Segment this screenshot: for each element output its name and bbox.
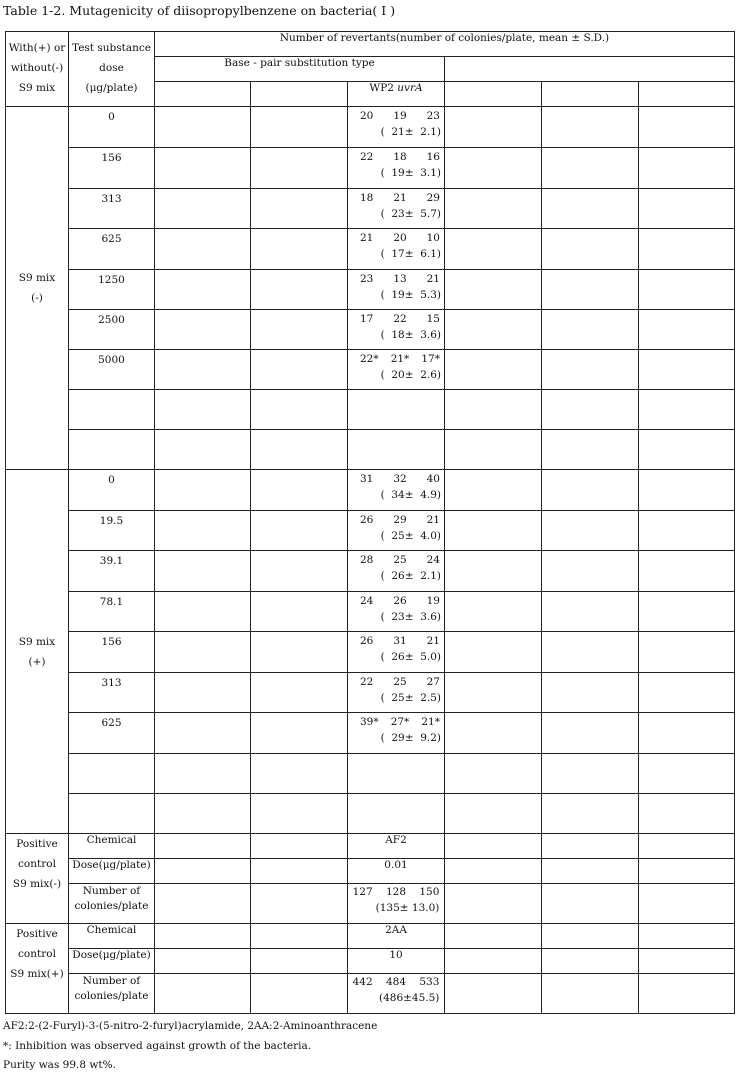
- header-strain: WP2 uvrA: [348, 82, 445, 107]
- pos-label-cell: Dose(μg/plate): [69, 859, 155, 884]
- table-row: [6, 107, 735, 148]
- s9_minus-label: S9 mix (-): [6, 107, 69, 470]
- dose-cell: 5000: [69, 350, 155, 390]
- table-row: [6, 834, 735, 859]
- revertant-cell: 17 22 15 ( 18± 3.6): [348, 310, 445, 350]
- revertant-cell: 22* 21* 17* ( 20± 2.6): [348, 350, 445, 390]
- table-row: [6, 551, 735, 592]
- table-row: [6, 470, 735, 511]
- footnote-inhibition: *: Inhibition was observed against growth of the bacteria.: [3, 1040, 312, 1052]
- revertant-cell: 39* 27* 21* ( 29± 9.2): [348, 713, 445, 754]
- table-row: [6, 592, 735, 632]
- dose-cell: 313: [69, 189, 155, 229]
- dose-cell: 0: [69, 107, 155, 148]
- table-row: [6, 270, 735, 310]
- dose-cell: 156: [69, 632, 155, 673]
- s9_plus-label: S9 mix (+): [6, 470, 69, 834]
- pos-label-cell: Chemical: [69, 834, 155, 859]
- revertant-cell: 28 25 24 ( 26± 2.1): [348, 551, 445, 592]
- revertant-cell: 22 25 27 ( 25± 2.5): [348, 673, 445, 713]
- pos_plus-label: Positive control S9 mix(+): [6, 924, 69, 1014]
- pos-label-cell: Chemical: [69, 924, 155, 949]
- dose-cell: 78.1: [69, 592, 155, 632]
- footnote-abbreviations: AF2:2-(2-Furyl)-3-(5-nitro-2-furyl)acrylamide, 2AA:2-Aminoanthracene: [3, 1020, 378, 1032]
- dose-cell: 39.1: [69, 551, 155, 592]
- table-row: [6, 974, 735, 1014]
- positive-count-cell: 127 128 150 (135± 13.0): [348, 884, 445, 924]
- table-row: [6, 754, 735, 794]
- header-revertants-title: Number of revertants(number of colonies/plate, mean ± S.D.): [155, 32, 735, 57]
- dose-cell: 2500: [69, 310, 155, 350]
- pos-value-cell: 0.01: [348, 859, 445, 884]
- dose-cell: 313: [69, 673, 155, 713]
- table-row: [6, 673, 735, 713]
- revertant-cell: 18 21 29 ( 23± 5.7): [348, 189, 445, 229]
- revertant-cell: 23 13 21 ( 19± 5.3): [348, 270, 445, 310]
- table-row: [6, 632, 735, 673]
- dose-cell: 1250: [69, 270, 155, 310]
- revertant-cell: 24 26 19 ( 23± 3.6): [348, 592, 445, 632]
- pos-label-cell: Dose(μg/plate): [69, 949, 155, 974]
- table-row: [6, 859, 735, 884]
- header-substitution-type: Base - pair substitution type: [155, 57, 445, 82]
- revertant-cell: 26 31 21 ( 26± 5.0): [348, 632, 445, 673]
- revertant-cell: 26 29 21 ( 25± 4.0): [348, 511, 445, 551]
- revertant-cell: 22 18 16 ( 19± 3.1): [348, 148, 445, 189]
- positive-count-cell: 442 484 533 (486±45.5): [348, 974, 445, 1014]
- table-row: [6, 713, 735, 754]
- table-row: [6, 430, 735, 470]
- pos-value-cell: 2AA: [348, 924, 445, 949]
- count-label: Number of colonies/plate: [69, 884, 155, 924]
- revertant-cell: 21 20 10 ( 17± 6.1): [348, 229, 445, 270]
- table-row: [6, 884, 735, 924]
- table-row: [6, 229, 735, 270]
- table-row: [6, 310, 735, 350]
- pos_minus-label: Positive control S9 mix(-): [6, 834, 69, 924]
- dose-cell: 625: [69, 713, 155, 754]
- table-row: [6, 794, 735, 834]
- revertant-cell: 20 19 23 ( 21± 2.1): [348, 107, 445, 148]
- table-row: [6, 949, 735, 974]
- dose-cell: 19.5: [69, 511, 155, 551]
- count-label: Number of colonies/plate: [69, 974, 155, 1014]
- header-with-without: With(+) or without(-) S9 mix: [6, 32, 69, 107]
- header-dose: Test substance dose (μg/plate): [69, 32, 155, 107]
- dose-cell: 0: [69, 470, 155, 511]
- table-row: [6, 189, 735, 229]
- table-row: [6, 350, 735, 390]
- pos-value-cell: AF2: [348, 834, 445, 859]
- table-caption: Table 1-2. Mutagenicity of diisopropylbenzene on bacteria( I ): [3, 3, 396, 18]
- revertant-cell: 31 32 40 ( 34± 4.9): [348, 470, 445, 511]
- table-row: [6, 148, 735, 189]
- pos-value-cell: 10: [348, 949, 445, 974]
- table-row: [6, 390, 735, 430]
- dose-cell: 156: [69, 148, 155, 189]
- mutagenicity-table: [5, 31, 735, 1014]
- dose-cell: 625: [69, 229, 155, 270]
- footnote-purity: Purity was 99.8 wt%.: [3, 1059, 116, 1071]
- table-row: [6, 924, 735, 949]
- table-row: [6, 511, 735, 551]
